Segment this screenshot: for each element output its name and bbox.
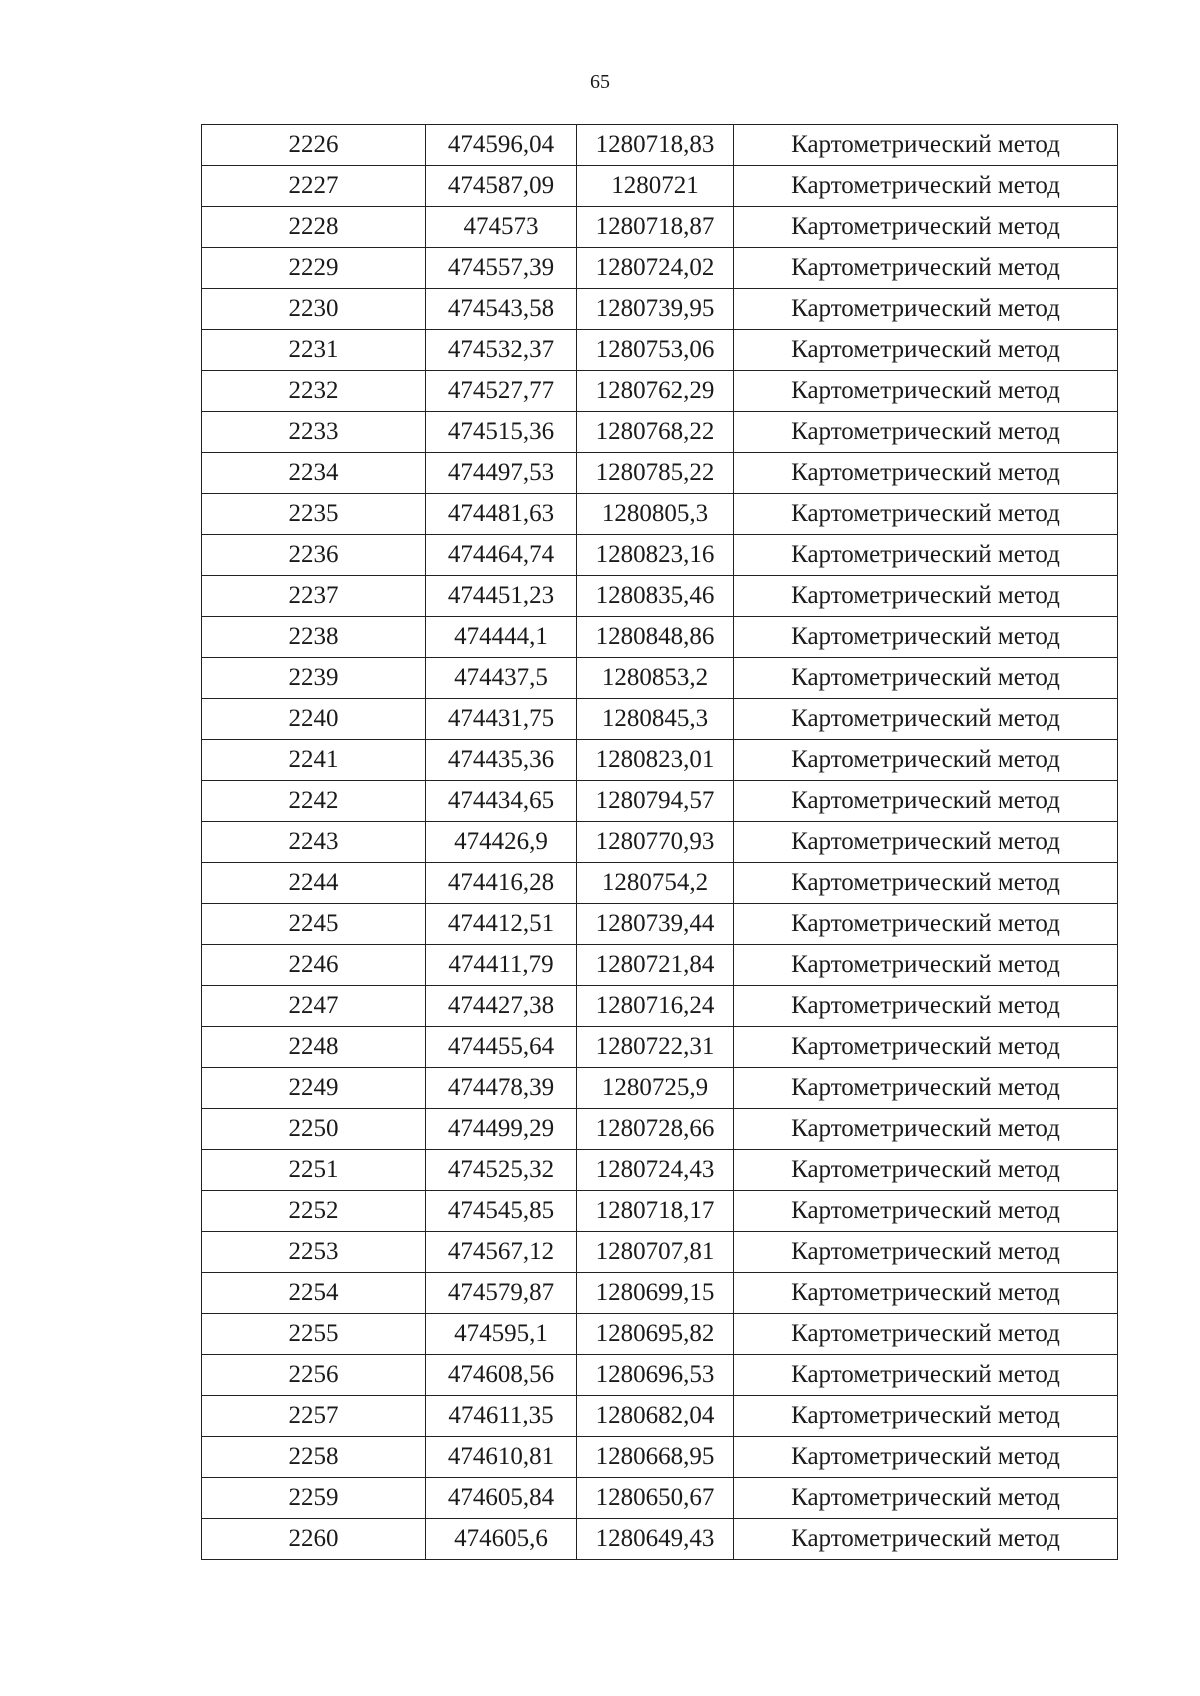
method-cell: Картометрический метод: [734, 1396, 1118, 1437]
y-coordinate-cell: 1280699,15: [577, 1273, 734, 1314]
x-coordinate-cell: 474497,53: [426, 453, 577, 494]
x-coordinate-cell: 474610,81: [426, 1437, 577, 1478]
x-coordinate-cell: 474435,36: [426, 740, 577, 781]
x-coordinate-cell: 474579,87: [426, 1273, 577, 1314]
method-cell: Картометрический метод: [734, 125, 1118, 166]
method-cell: Картометрический метод: [734, 1191, 1118, 1232]
point-number-cell: 2242: [202, 781, 426, 822]
table-row: [202, 125, 1118, 166]
x-coordinate-cell: 474464,74: [426, 535, 577, 576]
method-cell: Картометрический метод: [734, 1519, 1118, 1560]
method-cell: Картометрический метод: [734, 945, 1118, 986]
x-coordinate-cell: 474412,51: [426, 904, 577, 945]
x-coordinate-cell: 474605,6: [426, 1519, 577, 1560]
table-row: [202, 576, 1118, 617]
point-number-cell: 2230: [202, 289, 426, 330]
method-cell: Картометрический метод: [734, 535, 1118, 576]
y-coordinate-cell: 1280762,29: [577, 371, 734, 412]
method-cell: Картометрический метод: [734, 1068, 1118, 1109]
method-cell: Картометрический метод: [734, 576, 1118, 617]
point-number-cell: 2253: [202, 1232, 426, 1273]
x-coordinate-cell: 474515,36: [426, 412, 577, 453]
table-row: [202, 1273, 1118, 1314]
table-row: [202, 1027, 1118, 1068]
x-coordinate-cell: 474587,09: [426, 166, 577, 207]
table-row: [202, 1519, 1118, 1560]
table-row: [202, 1355, 1118, 1396]
table-row: [202, 699, 1118, 740]
point-number-cell: 2248: [202, 1027, 426, 1068]
y-coordinate-cell: 1280724,02: [577, 248, 734, 289]
y-coordinate-cell: 1280805,3: [577, 494, 734, 535]
x-coordinate-cell: 474411,79: [426, 945, 577, 986]
x-coordinate-cell: 474596,04: [426, 125, 577, 166]
y-coordinate-cell: 1280768,22: [577, 412, 734, 453]
table-row: [202, 1314, 1118, 1355]
y-coordinate-cell: 1280853,2: [577, 658, 734, 699]
table-row: [202, 371, 1118, 412]
method-cell: Картометрический метод: [734, 1314, 1118, 1355]
table-row: [202, 740, 1118, 781]
method-cell: Картометрический метод: [734, 1478, 1118, 1519]
point-number-cell: 2235: [202, 494, 426, 535]
x-coordinate-cell: 474543,58: [426, 289, 577, 330]
method-cell: Картометрический метод: [734, 986, 1118, 1027]
point-number-cell: 2245: [202, 904, 426, 945]
table-row: [202, 535, 1118, 576]
point-number-cell: 2259: [202, 1478, 426, 1519]
point-number-cell: 2241: [202, 740, 426, 781]
point-number-cell: 2258: [202, 1437, 426, 1478]
y-coordinate-cell: 1280695,82: [577, 1314, 734, 1355]
y-coordinate-cell: 1280668,95: [577, 1437, 734, 1478]
point-number-cell: 2256: [202, 1355, 426, 1396]
x-coordinate-cell: 474611,35: [426, 1396, 577, 1437]
y-coordinate-cell: 1280770,93: [577, 822, 734, 863]
table-row: [202, 248, 1118, 289]
table-row: [202, 1068, 1118, 1109]
y-coordinate-cell: 1280845,3: [577, 699, 734, 740]
point-number-cell: 2249: [202, 1068, 426, 1109]
point-number-cell: 2260: [202, 1519, 426, 1560]
y-coordinate-cell: 1280725,9: [577, 1068, 734, 1109]
x-coordinate-cell: 474451,23: [426, 576, 577, 617]
method-cell: Картометрический метод: [734, 1232, 1118, 1273]
table-row: [202, 1109, 1118, 1150]
y-coordinate-cell: 1280835,46: [577, 576, 734, 617]
method-cell: Картометрический метод: [734, 658, 1118, 699]
method-cell: Картометрический метод: [734, 166, 1118, 207]
x-coordinate-cell: 474499,29: [426, 1109, 577, 1150]
method-cell: Картометрический метод: [734, 330, 1118, 371]
point-number-cell: 2231: [202, 330, 426, 371]
method-cell: Картометрический метод: [734, 453, 1118, 494]
y-coordinate-cell: 1280718,17: [577, 1191, 734, 1232]
x-coordinate-cell: 474605,84: [426, 1478, 577, 1519]
y-coordinate-cell: 1280718,87: [577, 207, 734, 248]
y-coordinate-cell: 1280721,84: [577, 945, 734, 986]
method-cell: Картометрический метод: [734, 822, 1118, 863]
y-coordinate-cell: 1280718,83: [577, 125, 734, 166]
point-number-cell: 2229: [202, 248, 426, 289]
method-cell: Картометрический метод: [734, 1109, 1118, 1150]
x-coordinate-cell: 474608,56: [426, 1355, 577, 1396]
table-row: [202, 863, 1118, 904]
x-coordinate-cell: 474434,65: [426, 781, 577, 822]
point-number-cell: 2238: [202, 617, 426, 658]
method-cell: Картометрический метод: [734, 904, 1118, 945]
y-coordinate-cell: 1280739,44: [577, 904, 734, 945]
y-coordinate-cell: 1280739,95: [577, 289, 734, 330]
method-cell: Картометрический метод: [734, 863, 1118, 904]
table-row: [202, 453, 1118, 494]
x-coordinate-cell: 474532,37: [426, 330, 577, 371]
table-row: [202, 822, 1118, 863]
point-number-cell: 2237: [202, 576, 426, 617]
page-number: 65: [590, 71, 610, 93]
method-cell: Картометрический метод: [734, 781, 1118, 822]
x-coordinate-cell: 474427,38: [426, 986, 577, 1027]
method-cell: Картометрический метод: [734, 1150, 1118, 1191]
table-row: [202, 1232, 1118, 1273]
y-coordinate-cell: 1280696,53: [577, 1355, 734, 1396]
point-number-cell: 2254: [202, 1273, 426, 1314]
method-cell: Картометрический метод: [734, 207, 1118, 248]
x-coordinate-cell: 474437,5: [426, 658, 577, 699]
point-number-cell: 2239: [202, 658, 426, 699]
method-cell: Картометрический метод: [734, 740, 1118, 781]
y-coordinate-cell: 1280650,67: [577, 1478, 734, 1519]
y-coordinate-cell: 1280728,66: [577, 1109, 734, 1150]
coordinates-table-body: [202, 125, 1118, 1560]
method-cell: Картометрический метод: [734, 248, 1118, 289]
point-number-cell: 2228: [202, 207, 426, 248]
point-number-cell: 2252: [202, 1191, 426, 1232]
point-number-cell: 2243: [202, 822, 426, 863]
table-row: [202, 1396, 1118, 1437]
y-coordinate-cell: 1280721: [577, 166, 734, 207]
table-row: [202, 945, 1118, 986]
x-coordinate-cell: 474573: [426, 207, 577, 248]
y-coordinate-cell: 1280724,43: [577, 1150, 734, 1191]
y-coordinate-cell: 1280722,31: [577, 1027, 734, 1068]
method-cell: Картометрический метод: [734, 617, 1118, 658]
y-coordinate-cell: 1280823,01: [577, 740, 734, 781]
point-number-cell: 2246: [202, 945, 426, 986]
y-coordinate-cell: 1280682,04: [577, 1396, 734, 1437]
point-number-cell: 2226: [202, 125, 426, 166]
table-row: [202, 207, 1118, 248]
x-coordinate-cell: 474416,28: [426, 863, 577, 904]
x-coordinate-cell: 474595,1: [426, 1314, 577, 1355]
y-coordinate-cell: 1280753,06: [577, 330, 734, 371]
table-row: [202, 289, 1118, 330]
x-coordinate-cell: 474478,39: [426, 1068, 577, 1109]
x-coordinate-cell: 474444,1: [426, 617, 577, 658]
method-cell: Картометрический метод: [734, 1273, 1118, 1314]
method-cell: Картометрический метод: [734, 1355, 1118, 1396]
method-cell: Картометрический метод: [734, 699, 1118, 740]
point-number-cell: 2244: [202, 863, 426, 904]
y-coordinate-cell: 1280823,16: [577, 535, 734, 576]
y-coordinate-cell: 1280794,57: [577, 781, 734, 822]
point-number-cell: 2234: [202, 453, 426, 494]
method-cell: Картометрический метод: [734, 289, 1118, 330]
table-row: [202, 1437, 1118, 1478]
table-row: [202, 1191, 1118, 1232]
y-coordinate-cell: 1280754,2: [577, 863, 734, 904]
point-number-cell: 2247: [202, 986, 426, 1027]
x-coordinate-cell: 474525,32: [426, 1150, 577, 1191]
point-number-cell: 2233: [202, 412, 426, 453]
y-coordinate-cell: 1280649,43: [577, 1519, 734, 1560]
coordinates-table: [201, 124, 1118, 1560]
x-coordinate-cell: 474431,75: [426, 699, 577, 740]
method-cell: Картометрический метод: [734, 494, 1118, 535]
table-row: [202, 617, 1118, 658]
table-row: [202, 412, 1118, 453]
x-coordinate-cell: 474455,64: [426, 1027, 577, 1068]
x-coordinate-cell: 474545,85: [426, 1191, 577, 1232]
table-row: [202, 1478, 1118, 1519]
x-coordinate-cell: 474527,77: [426, 371, 577, 412]
x-coordinate-cell: 474567,12: [426, 1232, 577, 1273]
x-coordinate-cell: 474557,39: [426, 248, 577, 289]
table-row: [202, 904, 1118, 945]
y-coordinate-cell: 1280785,22: [577, 453, 734, 494]
y-coordinate-cell: 1280716,24: [577, 986, 734, 1027]
y-coordinate-cell: 1280707,81: [577, 1232, 734, 1273]
table-row: [202, 658, 1118, 699]
method-cell: Картометрический метод: [734, 371, 1118, 412]
point-number-cell: 2257: [202, 1396, 426, 1437]
point-number-cell: 2255: [202, 1314, 426, 1355]
table-row: [202, 166, 1118, 207]
point-number-cell: 2232: [202, 371, 426, 412]
method-cell: Картометрический метод: [734, 1437, 1118, 1478]
method-cell: Картометрический метод: [734, 412, 1118, 453]
point-number-cell: 2236: [202, 535, 426, 576]
y-coordinate-cell: 1280848,86: [577, 617, 734, 658]
point-number-cell: 2251: [202, 1150, 426, 1191]
point-number-cell: 2227: [202, 166, 426, 207]
table-row: [202, 330, 1118, 371]
table-row: [202, 494, 1118, 535]
table-row: [202, 986, 1118, 1027]
method-cell: Картометрический метод: [734, 1027, 1118, 1068]
table-row: [202, 1150, 1118, 1191]
x-coordinate-cell: 474481,63: [426, 494, 577, 535]
table-row: [202, 781, 1118, 822]
point-number-cell: 2240: [202, 699, 426, 740]
x-coordinate-cell: 474426,9: [426, 822, 577, 863]
point-number-cell: 2250: [202, 1109, 426, 1150]
